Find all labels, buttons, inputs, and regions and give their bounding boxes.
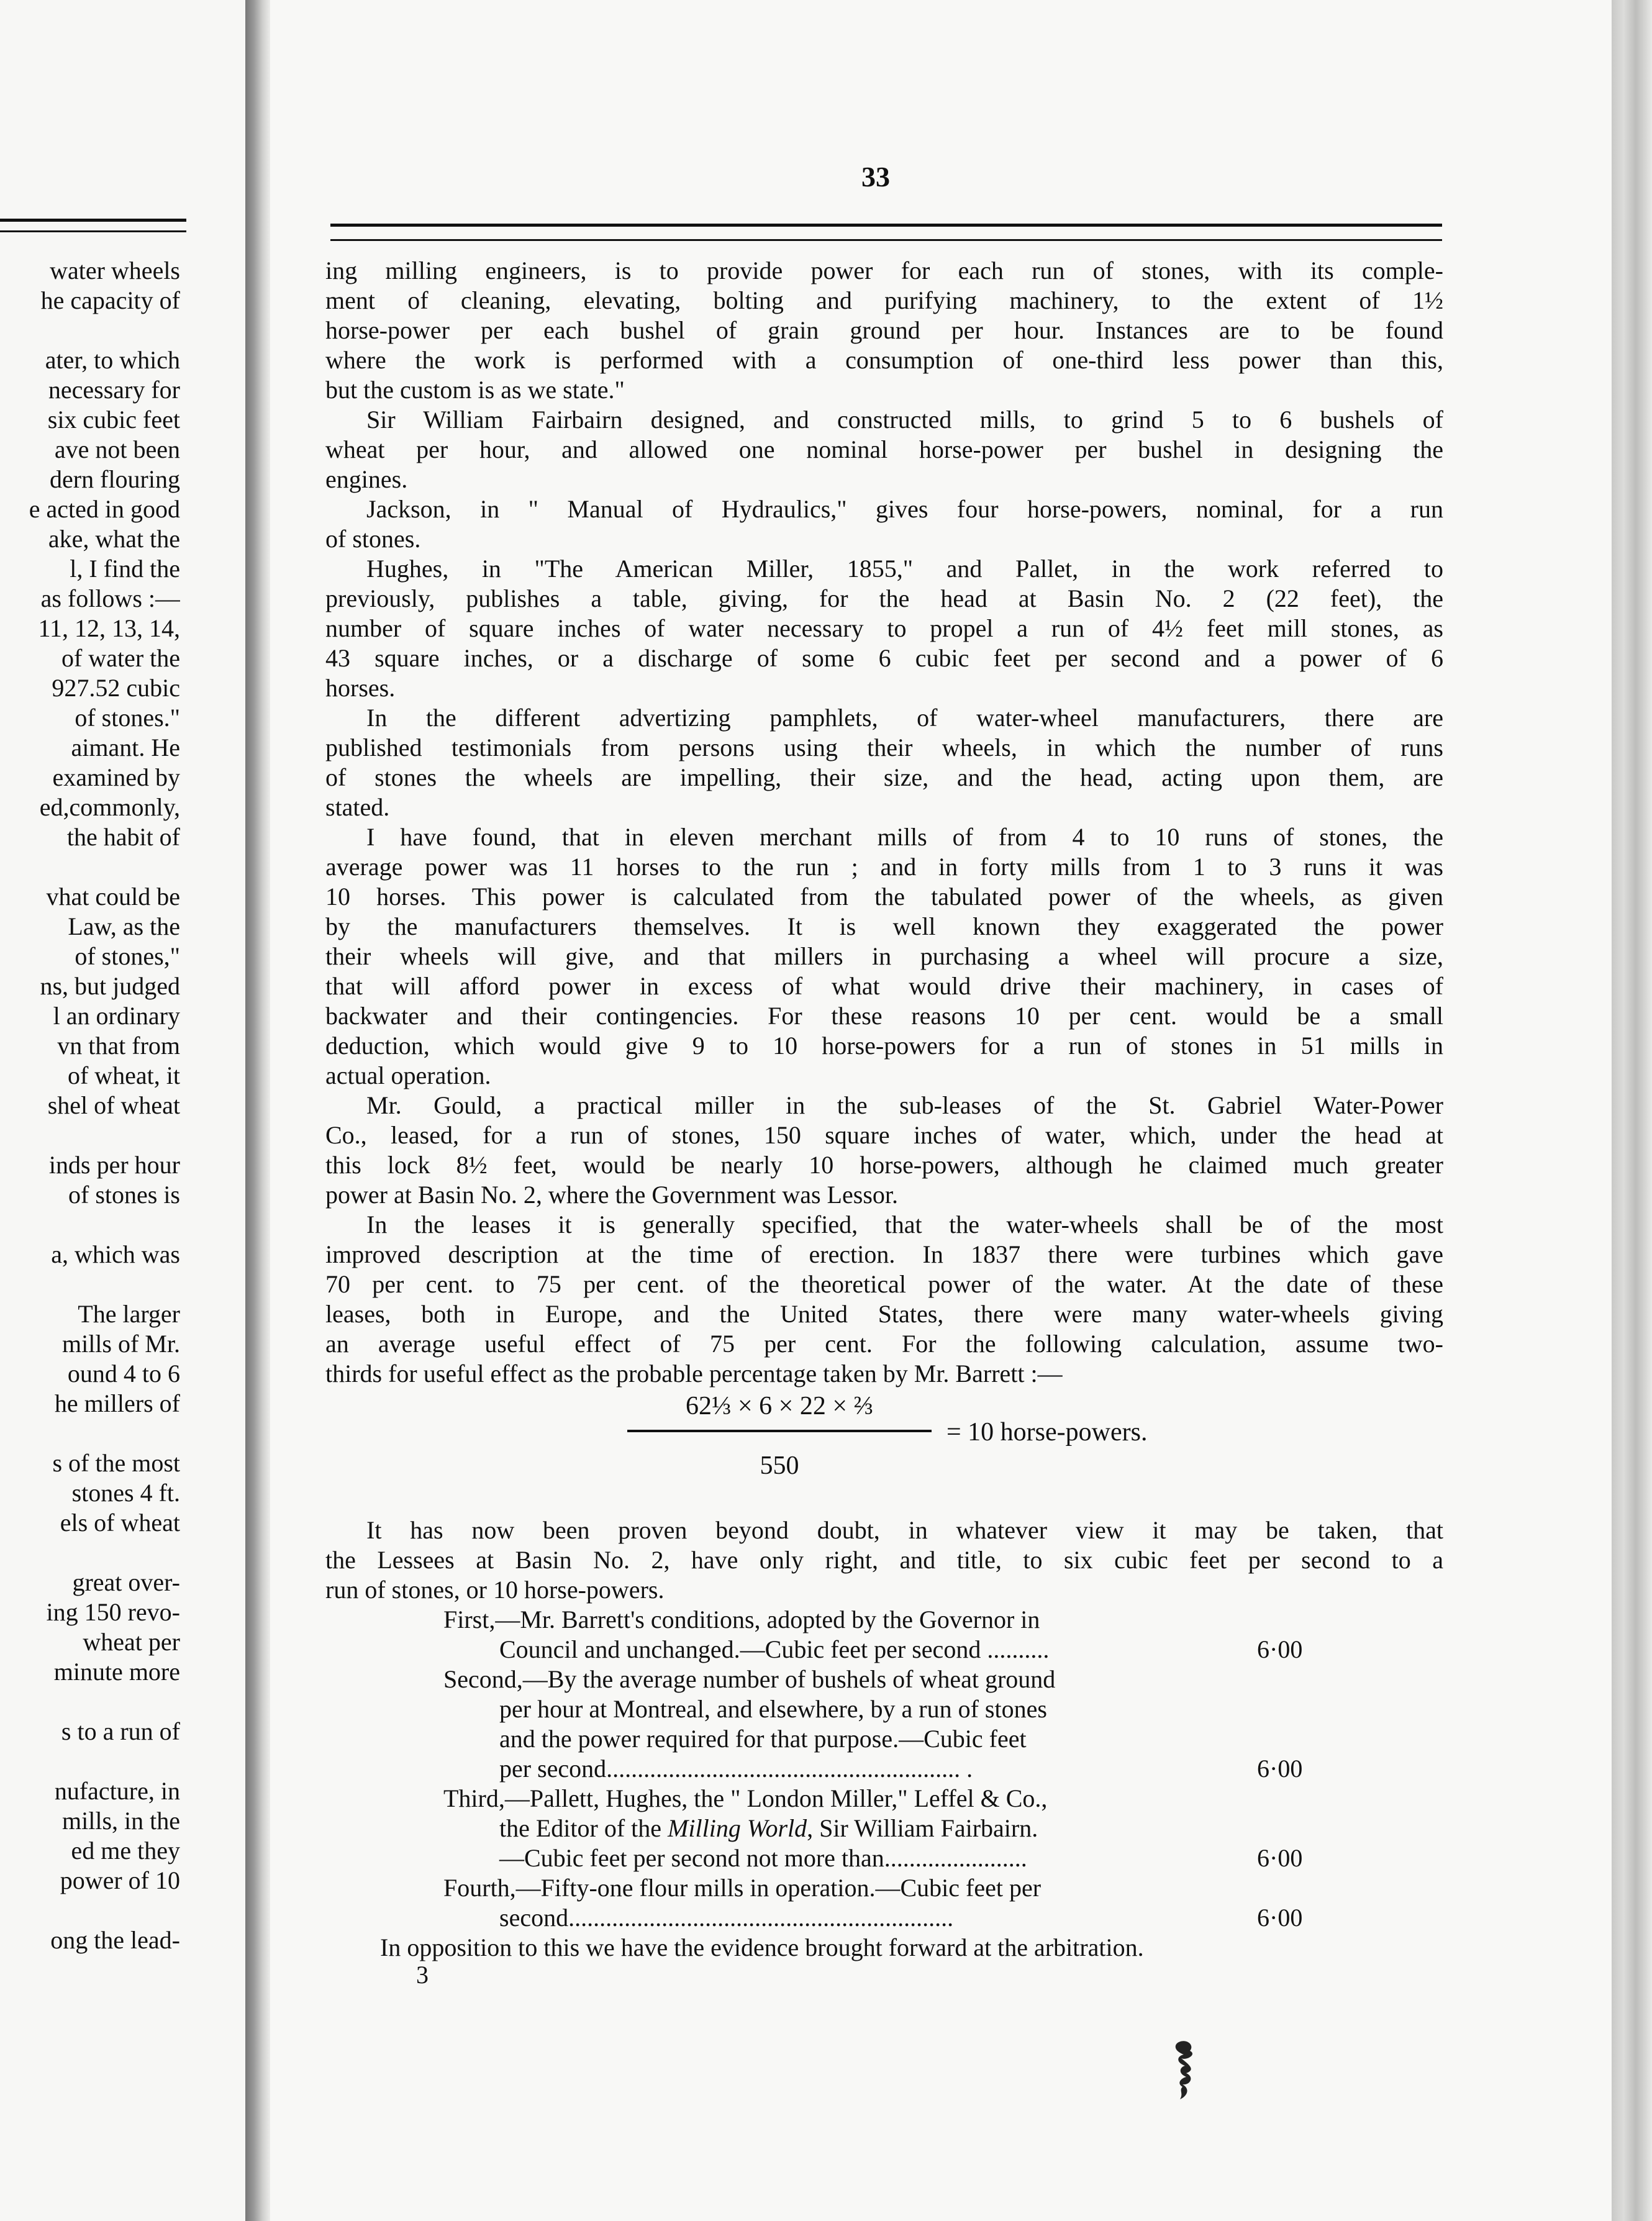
facing-page-line: els of wheat [60, 1509, 180, 1537]
text-line: deduction, which would give 9 to 10 horse-powers for a run of stones in 51 mills in [325, 1032, 1443, 1060]
text-line: the Lessees at Basin No. 2, have only right, and title, to six cubic feet per second to a [325, 1546, 1443, 1574]
facing-page-line: of stones." [75, 704, 180, 732]
text-line: horses. [325, 674, 396, 702]
facing-page-line: l, I find the [70, 555, 180, 583]
condition-text: and the power required for that purpose.—Cubic feet [499, 1725, 1027, 1753]
facing-page-line: s of the most [52, 1449, 180, 1477]
text-line: 70 per cent. to 75 per cent. of the theoretical power of the water. At the date of these [325, 1270, 1443, 1298]
condition-text: per hour at Montreal, and elsewhere, by a run of stones [499, 1695, 1047, 1723]
facing-page-line: vn that from [57, 1032, 180, 1060]
condition-text: Third,—Pallett, Hughes, the " London Miller," Leffel & Co., [443, 1784, 1048, 1812]
text-line: but the custom is as we state." [325, 376, 625, 404]
facing-page-line: shel of wheat [47, 1091, 180, 1119]
text-line: thirds for useful effect as the probable percentage taken by Mr. Barrett :— [325, 1360, 1063, 1388]
closing-sentence: In opposition to this we have the evidence brought forward at the arbitration. [380, 1933, 1144, 1961]
body-paragraphs [325, 256, 1443, 1389]
conclusion-paragraph [325, 1515, 1443, 1605]
facing-page-line: ed me they [71, 1837, 180, 1864]
condition-line [325, 1903, 1443, 1933]
facing-page-line: s to a run of [61, 1717, 180, 1745]
text-line: ing milling engineers, is to provide power for each run of stones, with its comple- [325, 257, 1443, 284]
ink-blot-icon [1168, 2037, 1205, 2105]
facing-page-line [0, 852, 180, 882]
facing-page-line: ing 150 revo- [46, 1598, 180, 1626]
text-line: average power was 11 horses to the run ; and in forty mills from 1 to 3 runs it was [325, 853, 1443, 881]
facing-page-line: e acted in good [29, 495, 180, 523]
facing-page-line: l an ordinary [53, 1002, 180, 1030]
text-line: Sir William Fairbairn designed, and constructed mills, to grind 5 to 6 bushels of [366, 406, 1443, 434]
facing-page-line: ound 4 to 6 [67, 1360, 180, 1388]
text-line: stated. [325, 793, 390, 821]
signature-mark: 3 [416, 1961, 429, 1989]
condition-line [325, 1843, 1443, 1873]
facing-page-line: Law, as the [68, 912, 180, 940]
text-line: leases, both in Europe, and the United States, there were many water-wheels giving [325, 1300, 1443, 1328]
condition-value: 6·00 [1257, 1755, 1303, 1783]
header-rule [330, 224, 1442, 241]
condition-text: Second,—By the average number of bushels of wheat ground [443, 1665, 1056, 1693]
facing-page-line: six cubic feet [47, 406, 180, 434]
conditions-list [325, 1605, 1443, 1933]
formula-denominator: 550 [760, 1451, 799, 1480]
text-line: improved description at the time of erection. In 1837 there were turbines which gave [325, 1240, 1443, 1268]
text-line: Hughes, in "The American Miller, 1855," and Pallet, in the work referred to [366, 555, 1443, 583]
condition-line [325, 1873, 1443, 1903]
text-line: that will afford power in excess of what would drive their machinery, in cases of [325, 972, 1443, 1000]
condition-text: Fourth,—Fifty-one flour mills in operation.—Cubic feet per [443, 1874, 1042, 1902]
facing-page-line: 11, 12, 13, 14, [38, 614, 180, 642]
condition-text: per second......................................................... . [499, 1755, 973, 1783]
text-line: I have found, that in eleven merchant mills of from 4 to 10 runs of stones, the [366, 823, 1443, 851]
text-line: Jackson, in " Manual of Hydraulics," gives four horse-powers, nominal, for a run [366, 495, 1443, 523]
facing-page-line [0, 1210, 180, 1240]
condition-value: 6·00 [1257, 1904, 1303, 1932]
facing-page-line: ns, but judged [40, 972, 180, 1000]
condition-text: First,—Mr. Barrett's conditions, adopted by the Governor in [443, 1606, 1040, 1633]
text-line: ment of cleaning, elevating, bolting and purifying machinery, to the extent of 1½ [325, 286, 1443, 314]
text-line: where the work is performed with a consumption of one-third less power than this, [325, 346, 1443, 374]
facing-page-line [0, 1538, 180, 1568]
condition-line [325, 1814, 1443, 1843]
text-line: engines. [325, 465, 408, 493]
facing-page-line: wheat per [83, 1628, 180, 1656]
condition-line [325, 1754, 1443, 1784]
facing-page-header-rule [0, 219, 186, 232]
facing-page-line: minute more [53, 1658, 180, 1686]
facing-page-line: ong the lead- [50, 1926, 180, 1954]
facing-page-line: of wheat, it [67, 1061, 180, 1089]
text-line: wheat per hour, and allowed one nominal horse-power per bushel in designing the [325, 435, 1443, 463]
condition-value: 6·00 [1257, 1635, 1303, 1663]
page-edge [1612, 0, 1652, 2221]
text-line: their wheels will give, and that millers in purchasing a wheel will procure a size, [325, 942, 1443, 970]
facing-page-line: of water the [61, 644, 180, 672]
fraction-bar [627, 1430, 932, 1432]
facing-page-text [0, 256, 180, 1955]
text-line: Co., leased, for a run of stones, 150 square inches of water, which, under the head at [325, 1121, 1443, 1149]
condition-text: second.............................................................. [499, 1904, 954, 1932]
text-line: of stones. [325, 525, 421, 553]
facing-page [0, 0, 245, 2221]
facing-page-line [0, 1269, 180, 1299]
facing-page-line [0, 1419, 180, 1448]
condition-text: the Editor of the Milling World, Sir William Fairbairn. [499, 1814, 1038, 1842]
condition-line [325, 1724, 1443, 1754]
page-number: 33 [861, 161, 890, 193]
facing-page-line [0, 1746, 180, 1776]
formula-result: = 10 horse-powers. [946, 1418, 1148, 1447]
text-line: run of stones, or 10 horse-powers. [325, 1576, 665, 1604]
page-body [325, 256, 1443, 1933]
text-line: In the leases it is generally specified, that the water-wheels shall be of the most [366, 1210, 1443, 1238]
facing-page-line: dern flouring [50, 465, 180, 493]
facing-page-line: 927.52 cubic [52, 674, 180, 702]
facing-page-line: water wheels [50, 257, 180, 284]
text-line: of stones the wheels are impelling, their size, and the head, acting upon them, are [325, 763, 1443, 791]
text-line: Mr. Gould, a practical miller in the sub-leases of the St. Gabriel Water-Power [366, 1091, 1443, 1119]
condition-line [325, 1605, 1443, 1635]
facing-page-line [0, 1896, 180, 1925]
facing-page-line: aimant. He [71, 734, 180, 761]
facing-page-line [0, 316, 180, 345]
condition-value: 6·00 [1257, 1844, 1303, 1872]
text-line: horse-power per each bushel of grain ground per hour. Instances are to be found [325, 316, 1443, 344]
condition-line [325, 1784, 1443, 1814]
condition-line [325, 1665, 1443, 1694]
condition-line [325, 1694, 1443, 1724]
condition-text: Council and unchanged.—Cubic feet per second .......... [499, 1635, 1050, 1663]
text-line: number of square inches of water necessary to propel a run of 4½ feet mill stones, as [325, 614, 1443, 642]
facing-page-line: necessary for [48, 376, 180, 404]
facing-page-line: as follows :— [40, 584, 180, 612]
facing-page-line: power of 10 [60, 1866, 180, 1894]
book-gutter [245, 0, 270, 2221]
facing-page-line: ave not been [54, 435, 180, 463]
text-line: 10 horses. This power is calculated from the tabulated power of the wheels, as given [325, 883, 1443, 911]
facing-page-line: he millers of [54, 1389, 180, 1417]
facing-page-line: ater, to which [45, 346, 180, 374]
text-line: backwater and their contingencies. For these reasons 10 per cent. would be a small [325, 1002, 1443, 1030]
facing-page-line [0, 1687, 180, 1717]
facing-page-line: stones 4 ft. [71, 1479, 180, 1507]
facing-page-line: a, which was [51, 1240, 180, 1268]
facing-page-line: vhat could be [46, 883, 180, 911]
condition-text: —Cubic feet per second not more than....................... [499, 1844, 1027, 1872]
facing-page-line: ed,commonly, [39, 793, 180, 821]
facing-page-line: the habit of [66, 823, 180, 851]
text-line: actual operation. [325, 1061, 491, 1089]
facing-page-line [0, 1120, 180, 1150]
text-line: by the manufacturers themselves. It is well known they exaggerated the power [325, 912, 1443, 940]
facing-page-line: mills of Mr. [61, 1330, 180, 1358]
text-line: In the different advertizing pamphlets, of water-wheel manufacturers, there are [366, 704, 1443, 732]
facing-page-line: of stones," [75, 942, 180, 970]
text-line: previously, publishes a table, giving, for the head at Basin No. 2 (22 feet), the [325, 584, 1443, 612]
facing-page-line: of stones is [68, 1181, 180, 1209]
facing-page-line: he capacity of [40, 286, 180, 314]
condition-line [325, 1635, 1443, 1665]
facing-page-line: The larger [78, 1300, 180, 1328]
text-line: power at Basin No. 2, where the Government was Lessor. [325, 1181, 898, 1209]
facing-page-line: inds per hour [48, 1151, 180, 1179]
facing-page-line: great over- [72, 1568, 180, 1596]
text-line: this lock 8½ feet, would be nearly 10 horse-powers, although he claimed much greater [325, 1151, 1443, 1179]
text-line: It has now been proven beyond doubt, in whatever view it may be taken, that [366, 1516, 1443, 1544]
text-line: published testimonials from persons using their wheels, in which the number of runs [325, 734, 1443, 761]
facing-page-line: examined by [52, 763, 180, 791]
text-line: an average useful effect of 75 per cent. For the following calculation, assume two- [325, 1330, 1443, 1358]
formula-numerator: 62⅓ × 6 × 22 × ⅔ [685, 1392, 874, 1420]
formula [325, 1391, 1443, 1515]
facing-page-line: nufacture, in [54, 1777, 180, 1805]
text-line: 43 square inches, or a discharge of some 6 cubic feet per second and a power of 6 [325, 644, 1443, 672]
facing-page-line: ake, what the [48, 525, 180, 553]
facing-page-line: mills, in the [62, 1807, 180, 1835]
